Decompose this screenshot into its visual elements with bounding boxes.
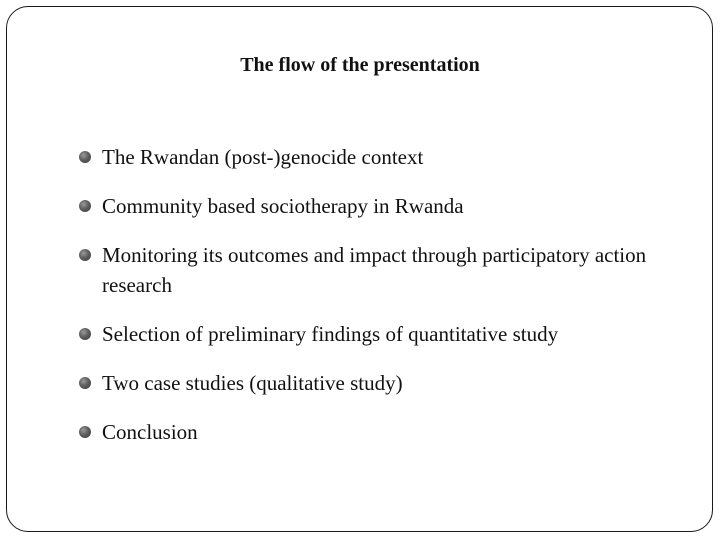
bullet-text: Selection of preliminary findings of quantitative study <box>102 322 559 346</box>
list-item <box>76 240 676 300</box>
list-item <box>76 417 676 447</box>
list-item <box>76 142 676 172</box>
slide-title: The flow of the presentation <box>240 54 480 76</box>
bullet-icon <box>79 426 91 438</box>
bullet-text: Monitoring its outcomes and impact through participatory action research <box>102 243 647 297</box>
bullet-icon <box>79 377 91 389</box>
bullet-icon <box>79 249 91 261</box>
bullet-text: Community based sociotherapy in Rwanda <box>102 194 464 218</box>
list-item <box>76 368 676 398</box>
bullet-text: Conclusion <box>102 420 198 444</box>
bullet-icon <box>79 200 91 212</box>
bullet-icon <box>79 328 91 340</box>
bullet-icon <box>79 151 91 163</box>
bullet-text: Two case studies (qualitative study) <box>102 371 403 395</box>
list-item <box>76 319 676 349</box>
bullet-list <box>76 142 676 466</box>
bullet-text: The Rwandan (post-)genocide context <box>102 145 424 169</box>
list-item <box>76 191 676 221</box>
